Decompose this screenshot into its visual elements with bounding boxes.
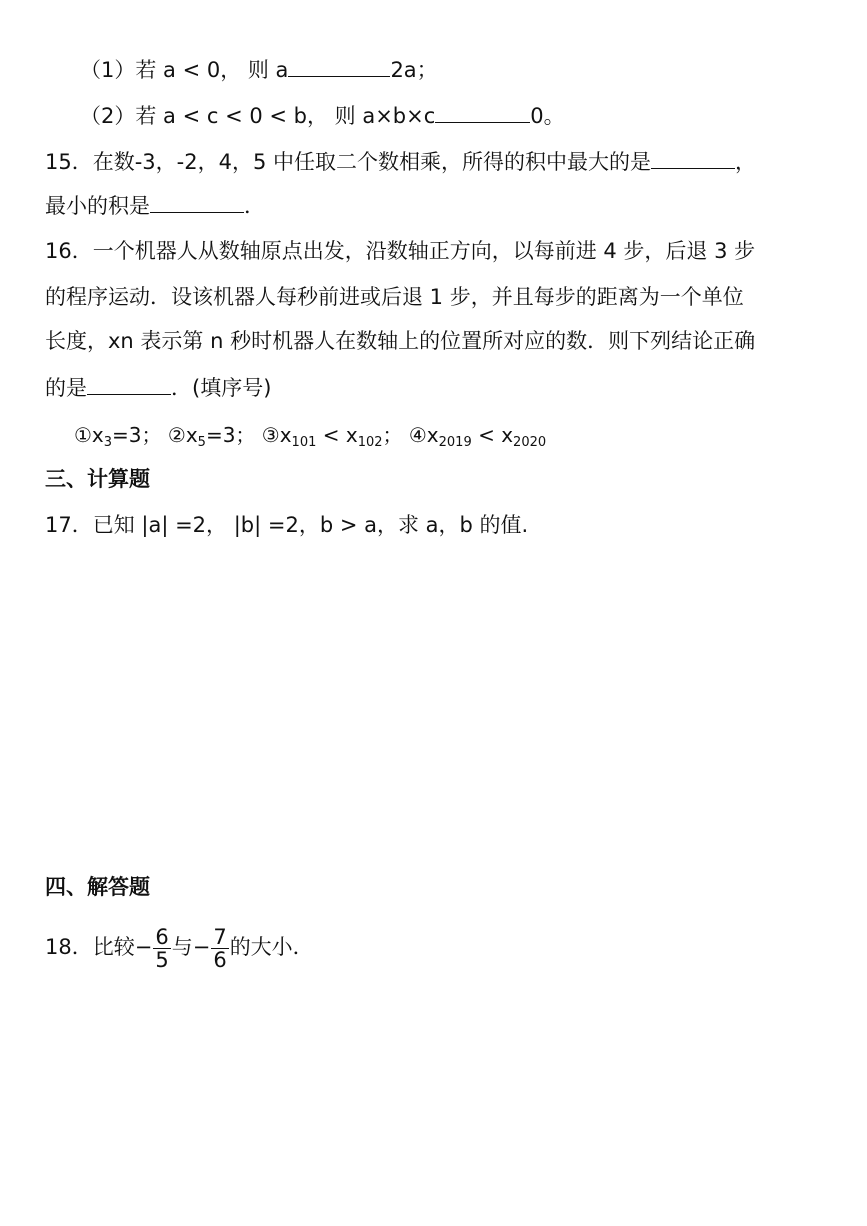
q16-line1: 16．一个机器人从数轴原点出发，沿数轴正方向，以每前进 4 步，后退 3 步 [45, 239, 756, 263]
q16-text-4: 的是 [45, 376, 87, 400]
fraction-7-6: $\frac{7}{6}$ [213, 924, 227, 972]
q16-options [74, 420, 546, 458]
q14-item2 [80, 100, 565, 131]
q16-fill-hint: ．(填序号) [171, 376, 272, 400]
q15-text: 15．在数-3，-2，4，5 中任取二个数相乘，所得的积中最大的是 [45, 150, 651, 174]
answer-blank[interactable] [435, 100, 530, 123]
answer-blank[interactable] [651, 146, 735, 169]
option-1: $①x_3=3$； [74, 423, 162, 450]
q18-connector: 与− [171, 935, 211, 959]
answer-blank[interactable] [87, 372, 171, 395]
q15-comma: ， [735, 150, 756, 174]
q18 [45, 922, 314, 972]
q17-text: 17．已知 |a| =2， |b| =2，b > a，求 a，b 的值. [45, 513, 529, 537]
option-2: $②x_5=3$； [167, 423, 256, 450]
q15-period: ． [244, 194, 265, 218]
q16-line3: 长度，xn 表示第 n 秒时机器人在数轴上的位置所对应的数．则下列结论正确 [45, 329, 756, 353]
q15-line2 [45, 190, 265, 221]
q18-tail: 的大小． [229, 935, 314, 959]
q14-item2-text: （2）若 a < c < 0 < b， 则 a×b×c [80, 104, 436, 128]
q14-item1-tail: 2a； [390, 58, 438, 82]
answer-blank[interactable] [288, 54, 390, 77]
q18-text: 18．比较− [45, 935, 153, 959]
section-heading-calculation: 三、计算题 [45, 467, 150, 491]
fraction-6-5: $\frac{6}{5}$ [155, 924, 169, 972]
q16-line4 [45, 372, 271, 403]
q15-line1 [45, 146, 756, 177]
section-heading-answer: 四、解答题 [45, 875, 150, 899]
answer-blank[interactable] [150, 190, 244, 213]
option-3: $③x_{101} < x_{102}$； [261, 423, 403, 450]
q15-text-2: 最小的积是 [45, 194, 150, 218]
q14-item2-tail: 0。 [530, 104, 565, 128]
q16-line2: 的程序运动．设该机器人每秒前进或后退 1 步，并且每步的距离为一个单位 [45, 285, 744, 309]
q14-item1 [80, 54, 438, 85]
option-4: $④x_{2019} < x_{2020}$ [408, 423, 547, 450]
q14-item1-text: （1）若 a < 0， 则 a [80, 58, 289, 82]
